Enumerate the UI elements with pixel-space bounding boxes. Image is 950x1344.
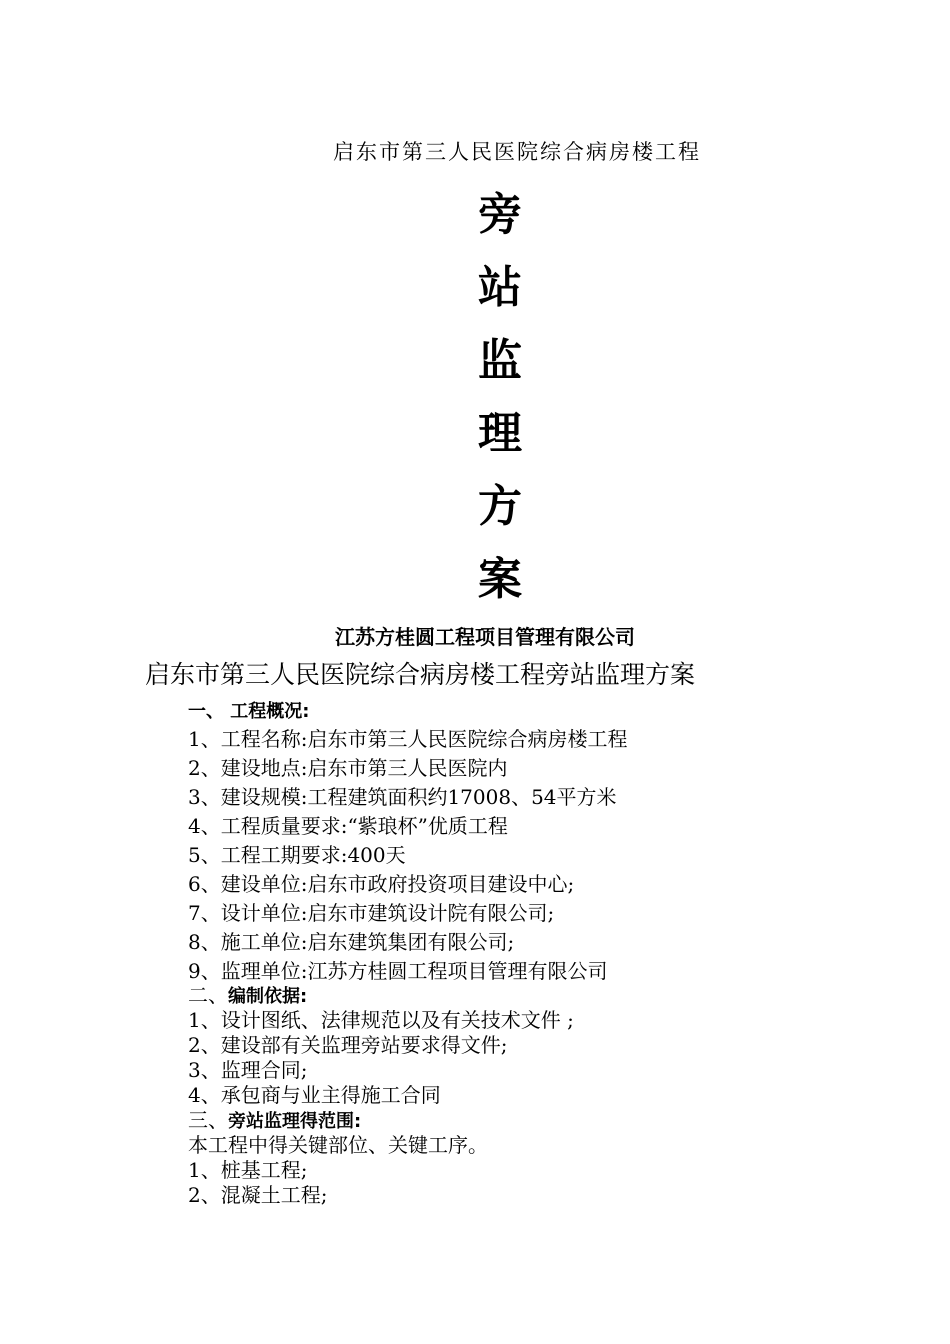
cover-company-name: 江苏方桂圆工程项目管理有限公司 [335, 625, 635, 649]
cover-title-char: 方 [478, 481, 522, 532]
paragraph: 本工程中得关键部位、关键工序。 [188, 1133, 488, 1157]
section-number: 二、 [188, 983, 228, 1007]
list-item: 2、混凝土工程; [188, 1183, 328, 1207]
list-item: 4、工程质量要求:“紫琅杯”优质工程 [188, 814, 508, 838]
section-basis-and-scope [188, 983, 574, 1208]
list-item: 3、建设规模:工程建筑面积约17008、54平方米 [188, 785, 617, 809]
section-heading: 编制依据: [228, 986, 308, 1007]
list-item: 7、设计单位:启东市建筑设计院有限公司; [188, 901, 555, 925]
section-heading-line [188, 983, 574, 1008]
cover-title-char: 案 [478, 554, 522, 605]
list-item: 5、工程工期要求:400天 [188, 843, 406, 867]
cover-title-char: 站 [478, 262, 522, 313]
document-title: 启东市第三人民医院综合病房楼工程旁站监理方案 [145, 660, 696, 689]
list-item: 3、监理合同; [188, 1058, 308, 1082]
cover-title-char: 旁 [478, 189, 522, 240]
list-item: 4、承包商与业主得施工合同 [188, 1083, 441, 1107]
section-project-overview [188, 697, 627, 986]
cover-project-title: 启东市第三人民医院综合病房楼工程 [333, 140, 701, 164]
section-heading-line [188, 1108, 574, 1133]
cover-title-char: 理 [478, 408, 522, 459]
list-item: 1、桩基工程; [188, 1158, 308, 1182]
section-heading: 一、 工程概况: [188, 701, 310, 722]
list-item: 1、设计图纸、法律规范以及有关技术文件 ; [188, 1008, 574, 1032]
cover-title-char: 监 [478, 335, 522, 386]
section-number: 三、 [188, 1108, 228, 1132]
list-item: 8、施工单位:启东建筑集团有限公司; [188, 930, 515, 954]
cover-vertical-title [470, 178, 530, 616]
list-item: 1、工程名称:启东市第三人民医院综合病房楼工程 [188, 727, 628, 751]
list-item: 9、监理单位:江苏方桂圆工程项目管理有限公司 [188, 959, 608, 983]
list-item: 2、建设地点:启东市第三人民医院内 [188, 756, 508, 780]
section-heading: 旁站监理得范围: [228, 1111, 362, 1132]
list-item: 6、建设单位:启东市政府投资项目建设中心; [188, 872, 575, 896]
list-item: 2、建设部有关监理旁站要求得文件; [188, 1033, 508, 1057]
